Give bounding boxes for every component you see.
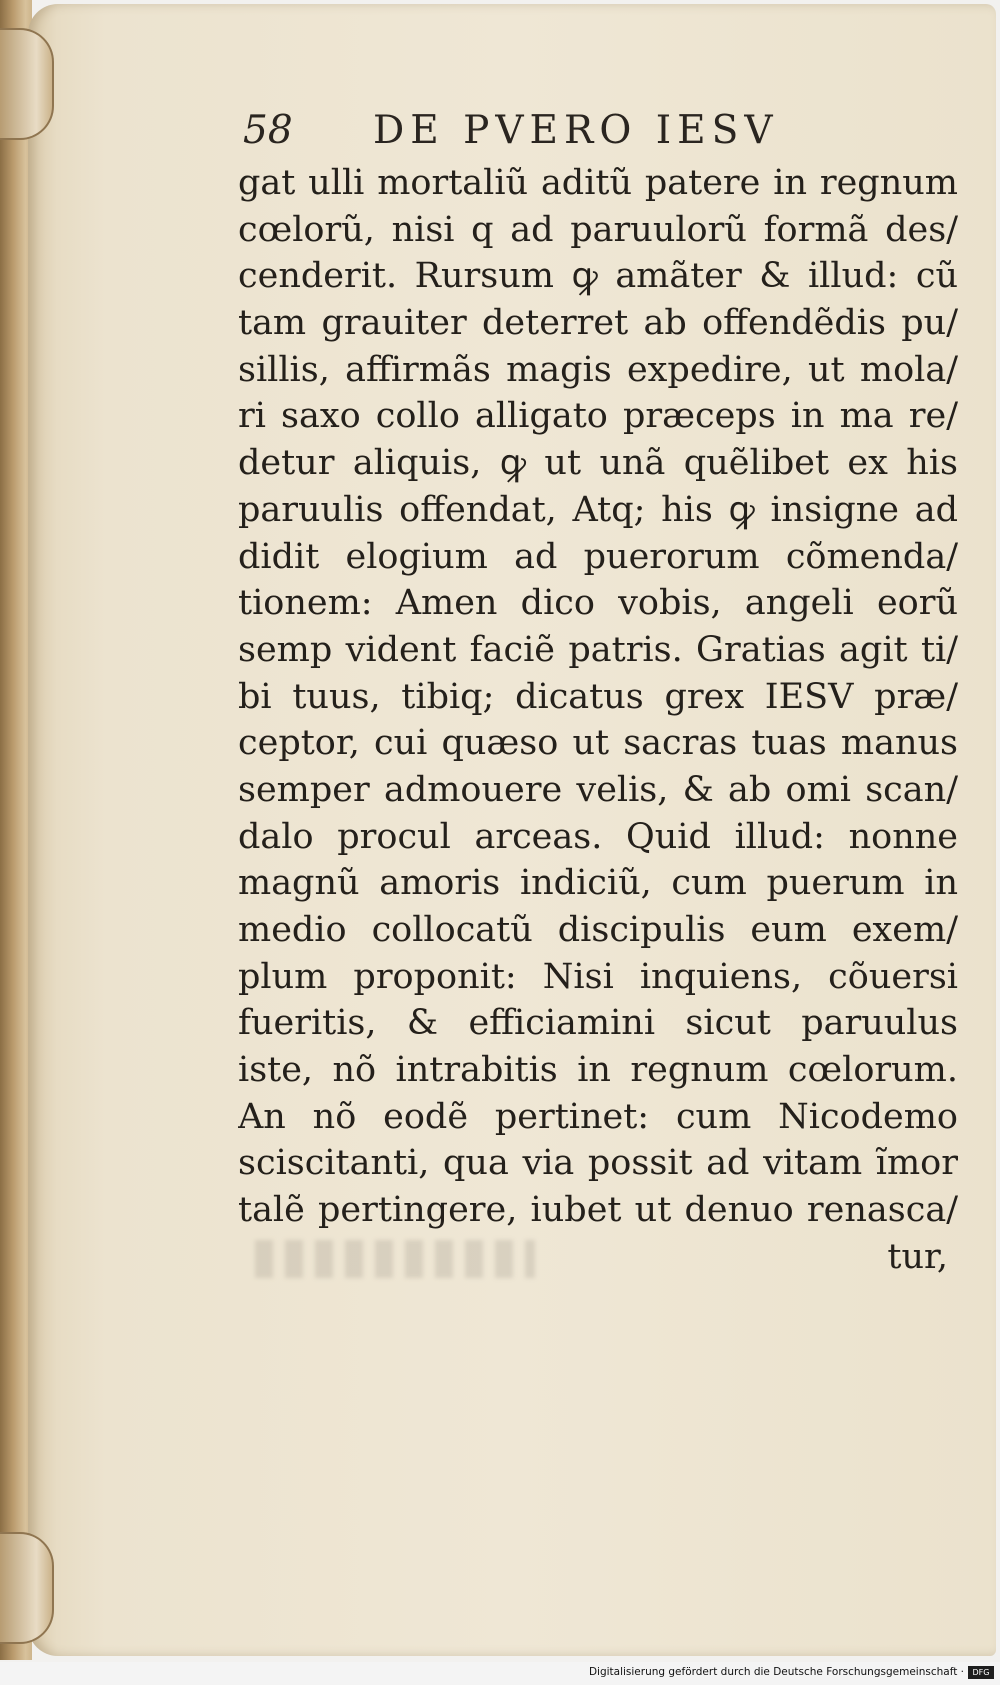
running-title: DE PVERO IESV <box>373 108 779 153</box>
text-line: talẽ pertingere, iubet ut denuo renasca/ <box>238 1190 958 1231</box>
text-line: sillis, affirmãs magis expedire, ut mola/ <box>238 349 958 390</box>
text-line: semper admouere velis, & ab omi scan/ <box>238 769 958 810</box>
text-line: sciscitanti, qua via possit ad vitam ĩmor <box>238 1143 958 1184</box>
text-line: magnũ amoris indiciũ, cum puerum in <box>238 863 958 904</box>
text-line: ceptor, cui quæso ut sacras tuas manus <box>238 723 958 764</box>
text-line: cenderit. Rursum ꝙ amãter & illud: cũ <box>238 256 958 297</box>
digitization-credit: Digitalisierung gefördert durch die Deutsche Forschungsgemeinschaft · <box>588 1666 964 1678</box>
show-through-bleed <box>255 1240 535 1278</box>
text-line: An nõ eodẽ pertinet: cum Nicodemo <box>238 1096 958 1137</box>
text-line: fueritis, & efficiamini sicut paruulus <box>238 1003 958 1044</box>
text-line: tam grauiter deterret ab offendẽdis pu/ <box>238 303 958 344</box>
page-header <box>243 108 883 158</box>
text-line: cœlorũ, nisi q ad paruulorũ formã des/ <box>238 209 958 250</box>
page-clip-bottom <box>0 1532 54 1644</box>
text-line: plum proponit: Nisi inquiens, cõuersi <box>238 956 958 997</box>
dfg-logo: DFG <box>968 1666 994 1679</box>
text-line: dalo procul arceas. Quid illud: nonne <box>238 816 958 857</box>
text-line: bi tuus, tibiq; dicatus grex IESV præ/ <box>238 676 958 717</box>
text-line: didit elogium ad puerorum cõmenda/ <box>238 536 958 577</box>
footer-bar <box>0 1662 1000 1685</box>
text-line: gat ulli mortaliũ aditũ patere in regnum <box>238 163 958 203</box>
body-text <box>238 160 958 1281</box>
catchword: tur, <box>887 1236 948 1277</box>
text-line: medio collocatũ discipulis eum exem/ <box>238 910 958 950</box>
text-line: paruulis offendat, Atq; his ꝙ insigne ad <box>238 489 958 530</box>
page-number: 58 <box>243 108 293 153</box>
page-clip-top <box>0 28 54 140</box>
text-line: semp vident faciẽ patris. Gratias agit ti/ <box>238 629 958 670</box>
text-line: detur aliquis, ꝙ ut unã quẽlibet ex his <box>238 443 958 484</box>
text-line: ri saxo collo alligato præceps in ma re/ <box>238 396 958 437</box>
text-line: tionem: Amen dico vobis, angeli eorũ <box>238 583 958 624</box>
text-line: iste, nõ intrabitis in regnum cœlorum. <box>238 1050 958 1091</box>
